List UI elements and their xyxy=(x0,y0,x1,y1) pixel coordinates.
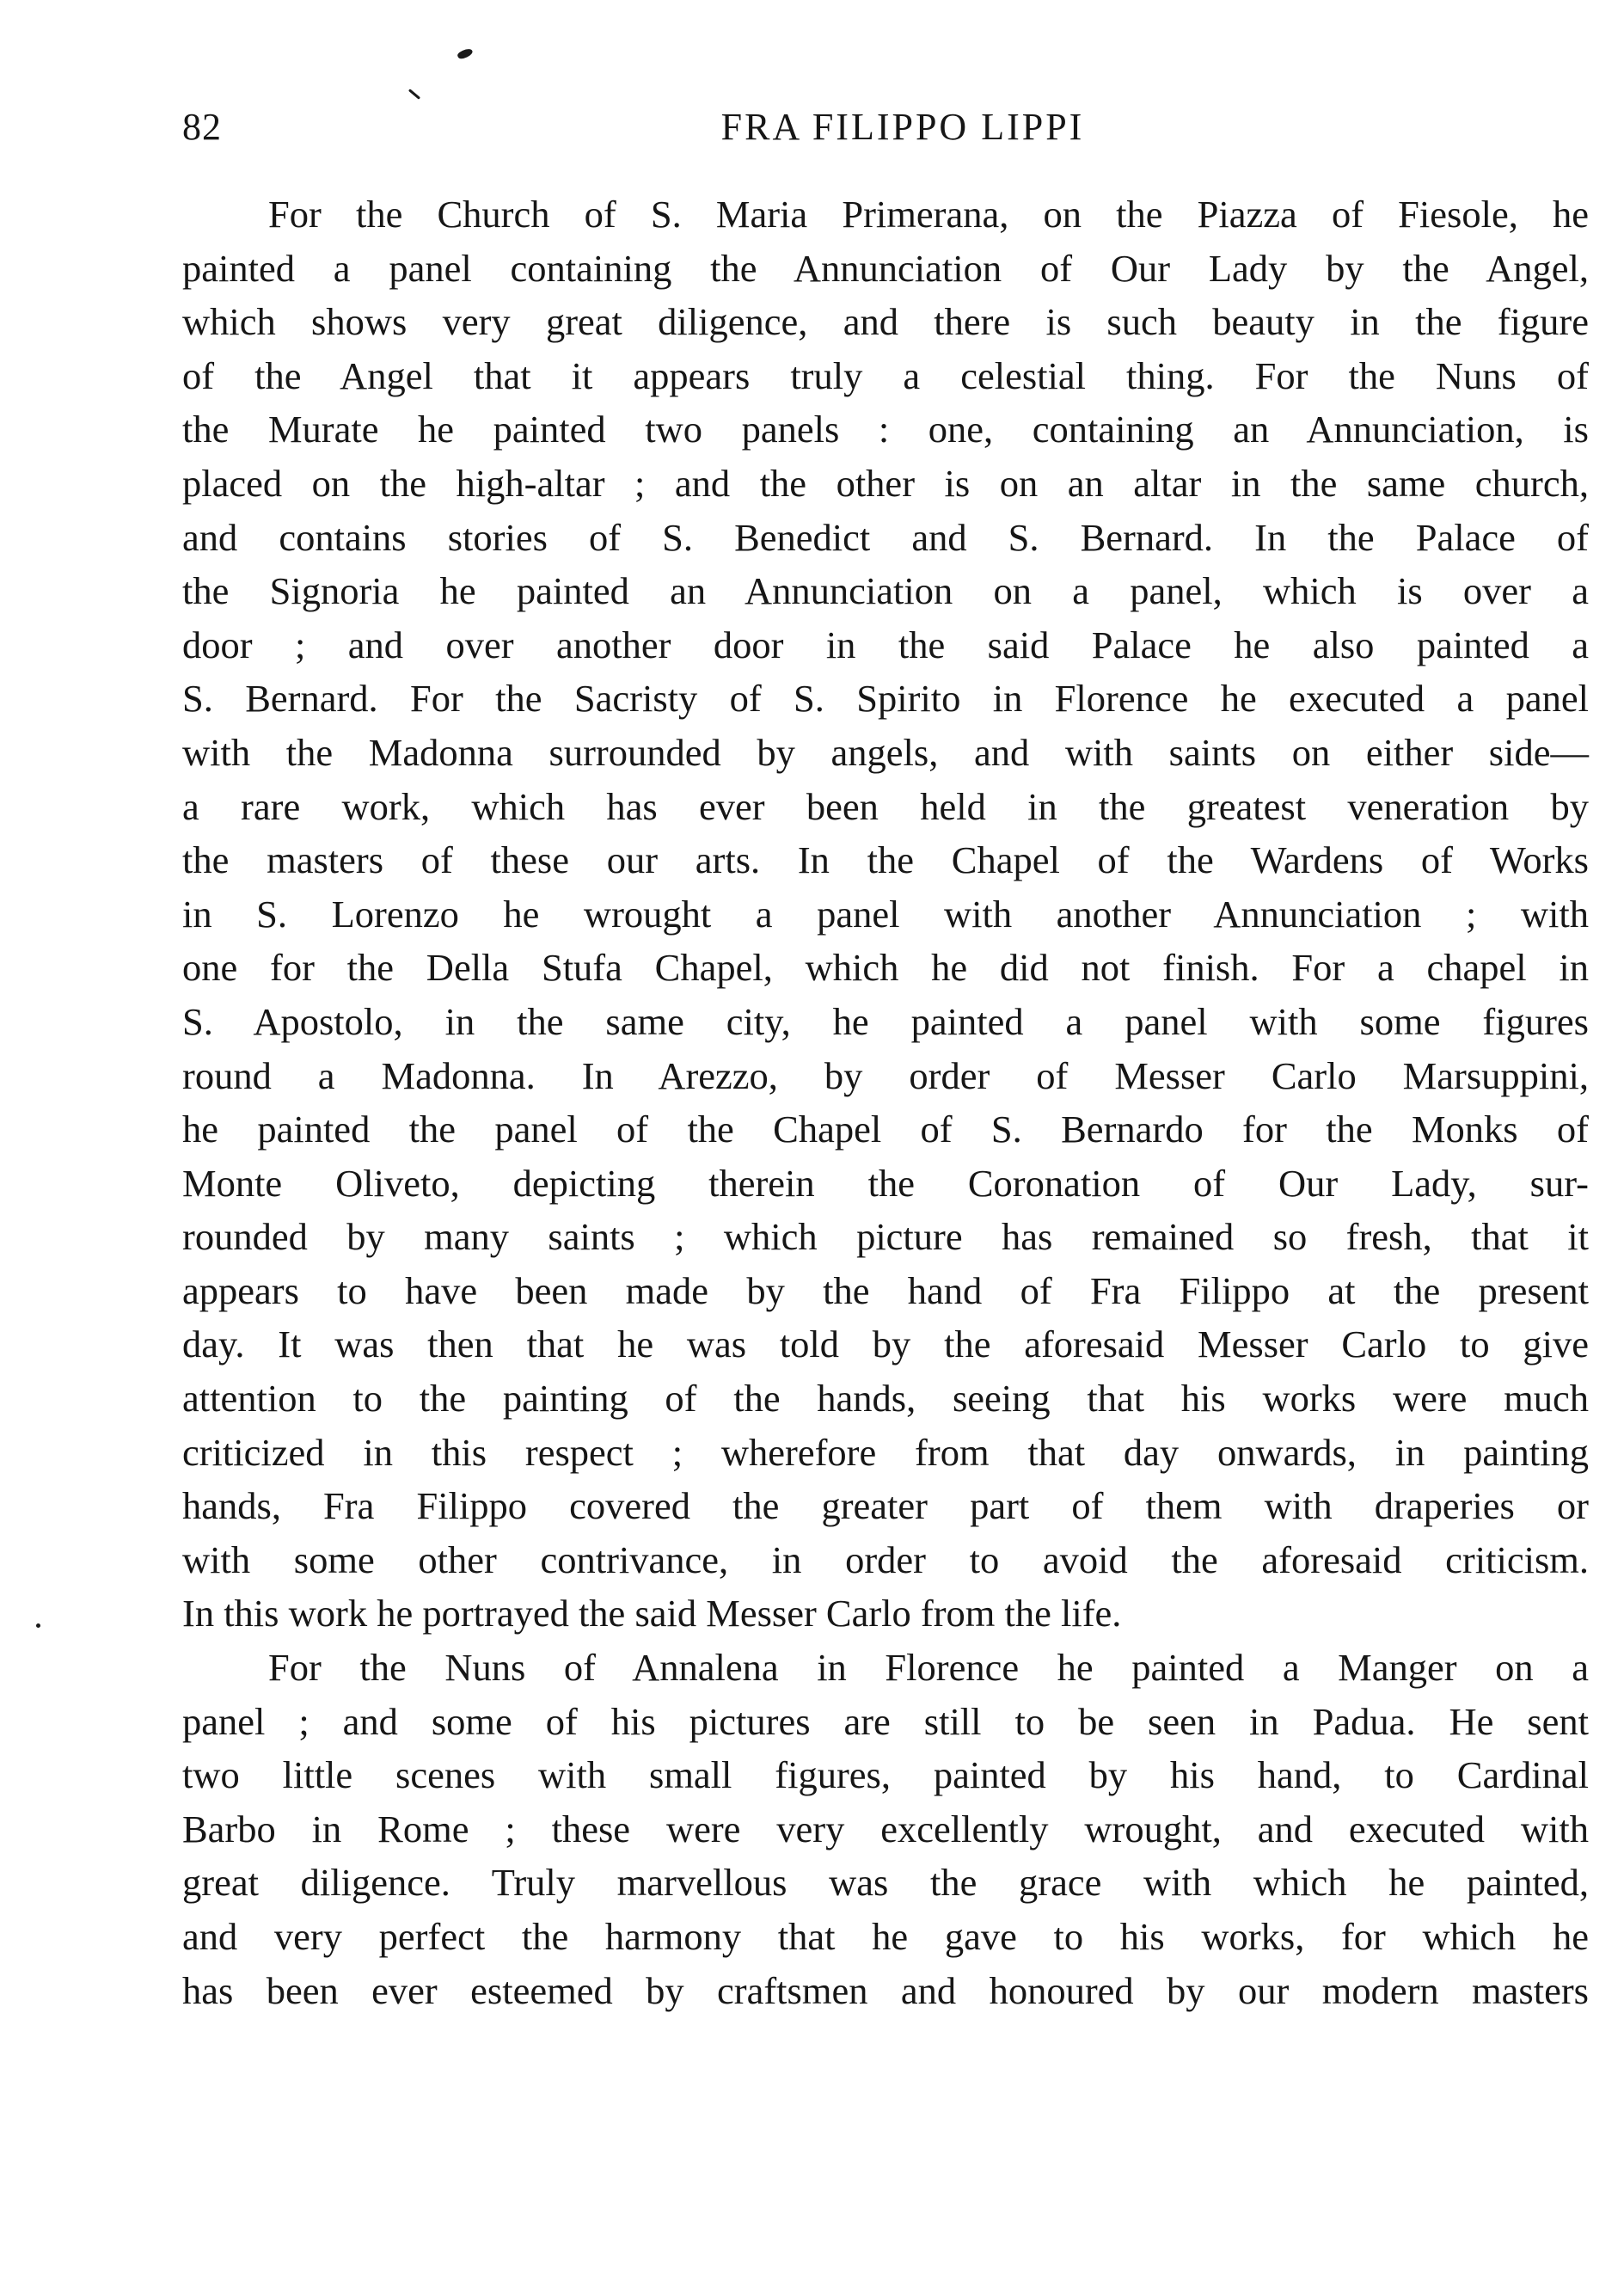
text-line: placed on the high-altar ; and the other is on an altar in the same church, xyxy=(182,461,1589,505)
text-line: criticized in this respect ; wherefore from that day onwards, in painting xyxy=(182,1430,1589,1474)
text-line: painted a panel containing the Annunciation of Our Lady by the Angel, xyxy=(182,246,1589,290)
text-line: attention to the painting of the hands, seeing that his works were much xyxy=(182,1377,1589,1421)
page-number: 82 xyxy=(182,106,222,148)
paragraph xyxy=(182,187,1589,1641)
text-line: the Murate he painted two panels : one, containing an Annunciation, is xyxy=(182,408,1589,451)
text-line: which shows very great diligence, and there is such beauty in the figure xyxy=(182,300,1589,344)
running-title: FRA FILIPPO LIPPI xyxy=(720,106,1085,148)
text-line: rounded by many saints ; which picture has remained so fresh, that it xyxy=(182,1215,1589,1259)
text-line: door ; and over another door in the said Palace he also painted a xyxy=(182,623,1589,666)
text-line: For the Nuns of Annalena in Florence he painted a Manger on a xyxy=(268,1646,1589,1690)
text-line: and contains stories of S. Benedict and S. Bernard. In the Palace of xyxy=(182,515,1589,559)
text-line: panel ; and some of his pictures are still to be seen in Padua. He sent xyxy=(182,1699,1589,1743)
text-line: with the Madonna surrounded by angels, and with saints on either side— xyxy=(182,730,1589,774)
text-line: of the Angel that it appears truly a celestial thing. For the Nuns of xyxy=(182,353,1589,397)
text-line: one for the Della Stufa Chapel, which he did not finish. For a chapel in xyxy=(182,946,1589,990)
paragraph xyxy=(182,1641,1589,2017)
ink-speck xyxy=(457,47,474,61)
text-line: the masters of these our arts. In the Chapel of the Wardens of Works xyxy=(182,838,1589,882)
text-line: a rare work, which has ever been held in the greatest veneration by xyxy=(182,784,1589,828)
text-line: great diligence. Truly marvellous was the grace with which he painted, xyxy=(182,1861,1589,1905)
text-line: In this work he portrayed the said Messer Carlo from the life. xyxy=(182,1592,1122,1636)
text-line: S. Bernard. For the Sacristy of S. Spirito in Florence he executed a panel xyxy=(182,677,1589,721)
text-line: Monte Oliveto, depicting therein the Coronation of Our Lady, sur- xyxy=(182,1161,1589,1205)
text-line: with some other contrivance, in order to avoid the aforesaid criticism. xyxy=(182,1537,1589,1581)
text-line: day. It was then that he was told by the aforesaid Messer Carlo to give xyxy=(182,1323,1589,1366)
ink-speck xyxy=(36,1623,40,1628)
text-line: round a Madonna. In Arezzo, by order of Messer Carlo Marsuppini, xyxy=(182,1053,1589,1097)
text-line: S. Apostolo, in the same city, he painted a panel with some figures xyxy=(182,999,1589,1043)
text-line: in S. Lorenzo he wrought a panel with another Annunciation ; with xyxy=(182,892,1589,936)
text-line: appears to have been made by the hand of Fra Filippo at the present xyxy=(182,1268,1589,1312)
text-line: For the Church of S. Maria Primerana, on the Piazza of Fiesole, he xyxy=(268,193,1589,236)
text-line: he painted the panel of the Chapel of S. Bernardo for the Monks of xyxy=(182,1108,1589,1151)
text-line: and very perfect the harmony that he gave to his works, for which he xyxy=(182,1915,1589,1958)
text-line: has been ever esteemed by craftsmen and honoured by our modern masters xyxy=(182,1968,1589,2012)
ink-speck xyxy=(408,89,420,100)
body-text xyxy=(182,187,1589,2017)
page-header xyxy=(182,101,1589,153)
text-line: the Signoria he painted an Annunciation on a panel, which is over a xyxy=(182,569,1589,613)
text-line: two little scenes with small figures, painted by his hand, to Cardinal xyxy=(182,1753,1589,1797)
text-line: Barbo in Rome ; these were very excellently wrought, and executed with xyxy=(182,1807,1589,1850)
text-line: hands, Fra Filippo covered the greater part of them with draperies or xyxy=(182,1484,1589,1528)
